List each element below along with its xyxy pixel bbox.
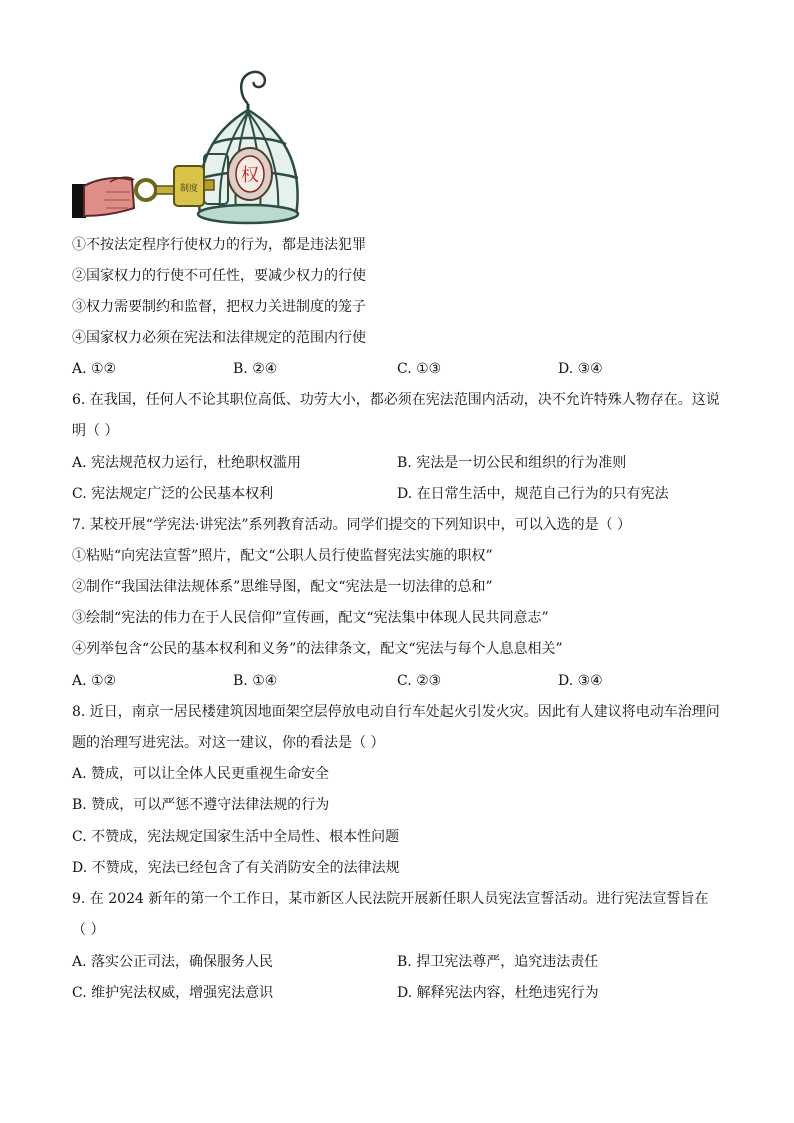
q8-option-b[interactable]: B. 赞成，可以严惩不遵守法律法规的行为 [72,797,330,813]
q9-stem-line2: （ ） [72,922,105,938]
q8-option-c[interactable]: C. 不赞成，宪法规定国家生活中全局性、根本性问题 [72,829,400,845]
q7-option-c[interactable]: C. ②③ [397,673,442,689]
q7-statement-1: ①粘贴“向宪法宣誓”照片，配文“公职人员行使监督宪法实施的职权” [72,548,493,564]
q7-option-d[interactable]: D. ③④ [558,673,603,689]
q5-option-c[interactable]: C. ①③ [397,361,442,377]
q6-option-c[interactable]: C. 宪法规定广泛的公民基本权利 [72,486,274,502]
q6-option-b[interactable]: B. 宪法是一切公民和组织的行为准则 [397,455,627,471]
q7-statement-4: ④列举包含“公民的基本权利和义务”的法律条文，配文“宪法与每个人息息相关” [72,641,563,657]
q9-option-b[interactable]: B. 捍卫宪法尊严，追究违法责任 [397,954,599,970]
q5-statement-1: ①不按法定程序行使权力的行为，都是违法犯罪 [72,237,366,253]
q9-option-c[interactable]: C. 维护宪法权威，增强宪法意识 [72,985,274,1001]
q9-option-a[interactable]: A. 落实公正司法，确保服务人民 [72,954,274,970]
q6-option-d[interactable]: D. 在日常生活中，规范自己行为的只有宪法 [397,486,669,502]
power-badge-text: 权 [241,165,259,186]
q5-option-a[interactable]: A. ①② [72,361,117,377]
q5-option-b[interactable]: B. ②④ [233,361,278,377]
q7-stem: 7. 某校开展“学宪法·讲宪法”系列教育活动。同学们提交的下列知识中，可以入选的是（ ） [72,517,632,533]
q8-stem-line2: 题的治理写进宪法。对这一建议，你的看法是（ ） [72,735,385,751]
q9-option-d[interactable]: D. 解释宪法内容，杜绝违宪行为 [397,985,599,1001]
q5-statement-2: ②国家权力的行使不可任性，要减少权力的行使 [72,268,366,284]
q8-stem-line1: 8. 近日，南京一居民楼建筑因地面架空层停放电动自行车处起火引发火灾。因此有人建议将电动车治理问 [72,704,720,720]
q8-option-d[interactable]: D. 不赞成，宪法已经包含了有关消防安全的法律法规 [72,860,400,876]
q5-option-d[interactable]: D. ③④ [558,361,603,377]
q6-stem-line2: 明（ ） [72,423,119,439]
q7-option-b[interactable]: B. ①④ [233,673,278,689]
q9-stem-line1: 9. 在 2024 新年的第一个工作日，某市新区人民法院开展新任职人员宪法宣誓活动。进行宪法宣誓旨在 [72,891,709,907]
q7-statement-2: ②制作“我国法律法规体系”思维导图，配文“宪法是一切法律的总和” [72,579,493,595]
q8-option-a[interactable]: A. 赞成，可以让全体人民更重视生命安全 [72,766,330,782]
key-tag-text: 制度 [179,184,199,194]
q7-statement-3: ③绘制“宪法的伟力在于人民信仰”宣传画，配文“宪法集中体现人民共同意志” [72,610,549,626]
power-cage-illustration [70,66,310,226]
q5-statement-4: ④国家权力必须在宪法和法律规定的范围内行使 [72,330,366,346]
q6-stem-line1: 6. 在我国，任何人不论其职位高低、功劳大小，都必须在宪法范围内活动，决不允许特殊人物存在。这说 [72,392,720,408]
q7-option-a[interactable]: A. ①② [72,673,117,689]
q6-option-a[interactable]: A. 宪法规范权力运行，杜绝职权滥用 [72,455,302,471]
q5-statement-3: ③权力需要制约和监督，把权力关进制度的笼子 [72,299,366,315]
